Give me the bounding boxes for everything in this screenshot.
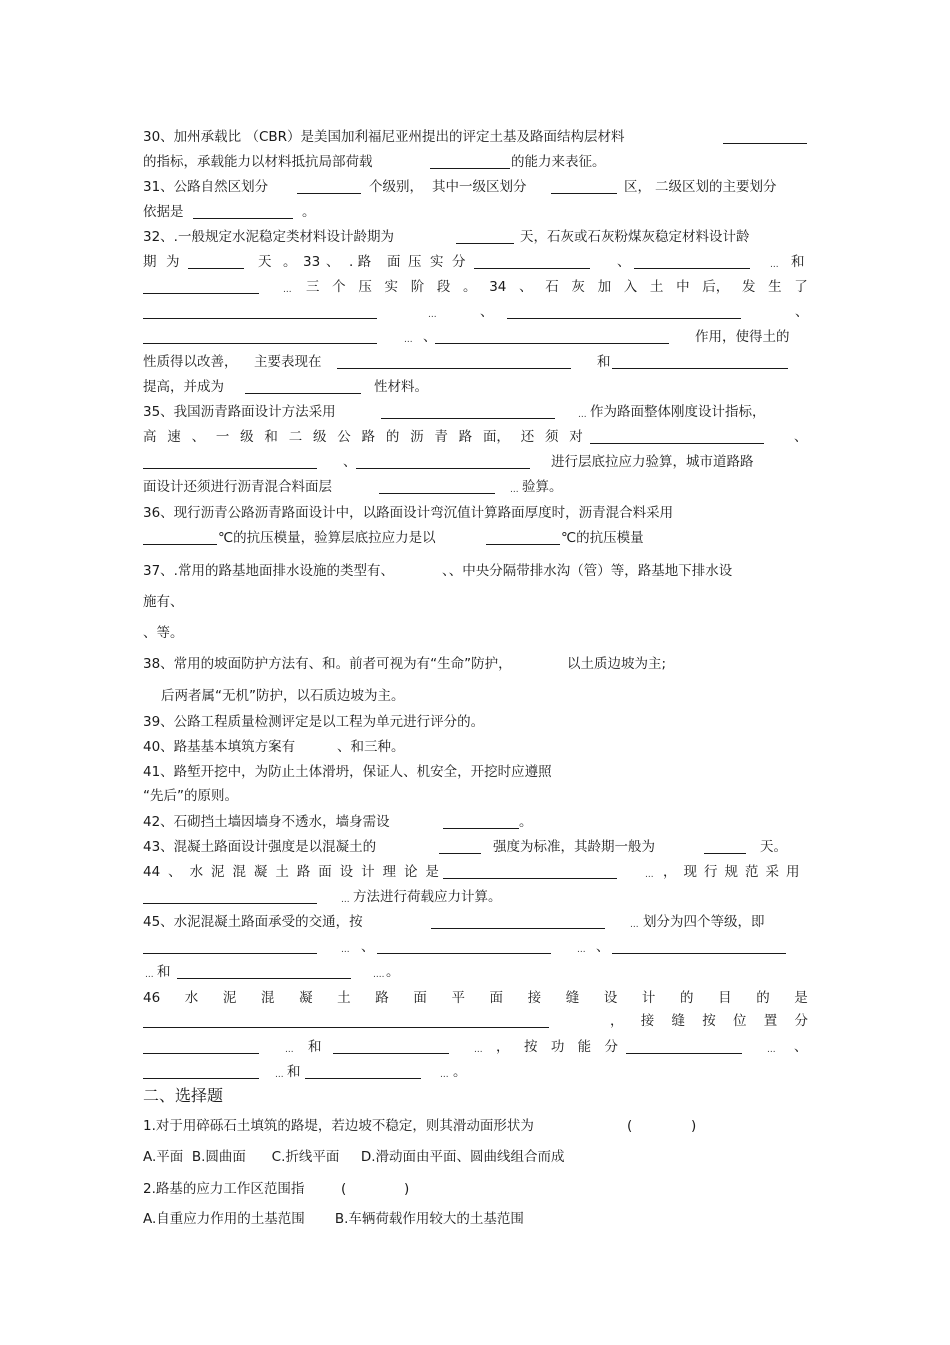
q35-w1: 高 bbox=[143, 429, 157, 445]
q46-w10: 面 bbox=[489, 990, 504, 1006]
q42-blank[interactable] bbox=[443, 828, 519, 829]
q46-dots-5: ... bbox=[440, 1070, 449, 1080]
q46-l2-w1: ， bbox=[610, 1013, 624, 1029]
q35-w17: 须 bbox=[545, 429, 559, 445]
q32-line2-w6: 33 bbox=[303, 254, 321, 270]
q40-a: 40、路基基本填筑方案有 bbox=[143, 739, 296, 755]
q35-w2: 速 bbox=[167, 429, 181, 445]
q44-blank-2[interactable] bbox=[143, 903, 317, 904]
q34-w4: 实 bbox=[384, 279, 399, 295]
q32-line2-w11: 实 bbox=[430, 254, 444, 270]
q32-line2-w9: 面 bbox=[387, 254, 401, 270]
q34-w18: 生 bbox=[768, 279, 782, 295]
q43-blank-1[interactable] bbox=[439, 853, 481, 854]
q34-w2: 个 bbox=[332, 279, 346, 295]
q34-and: 和 bbox=[597, 354, 611, 370]
q37-line3: 、等。 bbox=[143, 625, 184, 641]
q44-w10: 设 bbox=[339, 864, 354, 880]
q34-w9: 、 bbox=[519, 279, 533, 295]
q33-and: 和 bbox=[791, 254, 805, 270]
q30-blank-1[interactable] bbox=[723, 143, 807, 144]
q46-blank-4[interactable] bbox=[626, 1053, 742, 1054]
q32-blank-2[interactable] bbox=[188, 268, 244, 269]
q34-blank-5[interactable] bbox=[337, 368, 571, 369]
q36-blank-2[interactable] bbox=[486, 544, 560, 545]
mc-q2-stem: 2.路基的应力工作区范围指 bbox=[143, 1181, 305, 1197]
q41-a: 41、路堑开挖中，为防止土体滑坍，保证人、机安全，开挖时应遵照 bbox=[143, 764, 552, 780]
q34-w17: 发 bbox=[741, 279, 756, 295]
q30-line2-a: 的指标，承载能力以材料抵抗局部荷载 bbox=[143, 154, 373, 170]
q44-w2: 、 bbox=[168, 864, 182, 880]
q46-blank-6[interactable] bbox=[305, 1078, 421, 1079]
q44-dots-2: ... bbox=[341, 895, 350, 905]
q36-a: 36、现行沥青公路沥青路面设计中，以路面设计弯沉值计算路面厚度时，沥青混合料采用 bbox=[143, 505, 674, 521]
q35-w4: 一 bbox=[215, 429, 230, 445]
section-2-title: 二、选择题 bbox=[143, 1086, 224, 1105]
q44-w9: 面 bbox=[318, 864, 332, 880]
q46-blank-5[interactable] bbox=[143, 1078, 259, 1079]
q46-w5: 凝 bbox=[299, 990, 313, 1006]
q32-line2-w1: 期 bbox=[143, 254, 157, 270]
q36-blank-1[interactable] bbox=[143, 544, 217, 545]
q46-l2-w4: 按 bbox=[702, 1013, 716, 1029]
q46-and-2: 和 bbox=[287, 1064, 301, 1080]
q32-line2-w7: 、 bbox=[326, 254, 340, 270]
q31-line2-b: 。 bbox=[302, 204, 316, 220]
q35-w11: 的 bbox=[385, 429, 400, 445]
q30-line1: 30、加州承载比 （CBR）是美国加利福尼亚州提出的评定土基及路面结构层材料 bbox=[143, 129, 625, 145]
q44-line1 bbox=[143, 863, 439, 881]
q46-l3-w4: 分 bbox=[604, 1039, 618, 1055]
mc-q1-options: A.平面 B.圆曲面 C.折线平面 D.滑动面由平面、圆曲线组合而成 bbox=[143, 1149, 565, 1165]
q46-w8: 面 bbox=[413, 990, 427, 1006]
q44-dots-1: ... bbox=[645, 870, 654, 880]
q34-w1: 三 bbox=[306, 279, 320, 295]
mc-q2-options: A.自重应力作用的土基范围 B.车辆荷载作用较大的土基范围 bbox=[143, 1211, 524, 1227]
q46-and-1: 和 bbox=[308, 1039, 322, 1055]
q35-sep-1: 、 bbox=[794, 429, 808, 445]
q43-a: 43、混凝土路面设计强度是以混凝土的 bbox=[143, 839, 377, 855]
q32-a: 32、.一般规定水泥稳定类材料设计龄期为 bbox=[143, 229, 394, 245]
q35-w18: 对 bbox=[569, 429, 583, 445]
q34-w19: 了 bbox=[794, 279, 808, 295]
q35-blank-2[interactable] bbox=[590, 443, 764, 444]
q45-blank-3[interactable] bbox=[377, 953, 551, 954]
q35-line3-end: 进行层底拉应力验算，城市道路路 bbox=[551, 454, 754, 470]
q35-blank-1[interactable] bbox=[381, 418, 555, 419]
q35-line4-a: 面设计还须进行沥青混合料面层 bbox=[143, 479, 332, 495]
q46-w7: 路 bbox=[375, 990, 389, 1006]
q30-blank-2[interactable] bbox=[430, 168, 510, 169]
q44-w14: 是 bbox=[425, 864, 439, 880]
q46-blank-1[interactable] bbox=[143, 1027, 549, 1028]
q31-blank-2[interactable] bbox=[551, 193, 617, 194]
q46-w15: 的 bbox=[680, 990, 694, 1006]
q34-w8: 34 bbox=[489, 279, 507, 295]
q45-blank-4[interactable] bbox=[612, 953, 786, 954]
q46-w18: 是 bbox=[794, 990, 808, 1006]
q35-w5: 级 bbox=[240, 429, 254, 445]
q33-dots-2: ... bbox=[283, 285, 292, 295]
q46-sep: 、 bbox=[794, 1039, 808, 1055]
q44-w12: 理 bbox=[382, 864, 396, 880]
q34-w6: 段 bbox=[436, 279, 451, 295]
q35-line4-b: 验算。 bbox=[522, 479, 563, 495]
q46-dots-3: ... bbox=[767, 1045, 776, 1055]
q36-line2-b: ℃的抗压模量 bbox=[561, 530, 644, 546]
q33-blank-3[interactable] bbox=[143, 293, 259, 294]
q34-w12: 加 bbox=[597, 279, 612, 295]
mc-q1-answer-box[interactable] bbox=[640, 1113, 688, 1135]
q41-line2: “先后”的原则。 bbox=[143, 788, 238, 804]
q46-dots-1: ... bbox=[285, 1045, 294, 1055]
q34-line5-end: 作用，使得土的 bbox=[695, 329, 790, 345]
q46-w3: 泥 bbox=[222, 990, 237, 1006]
q46-w16: 目 bbox=[718, 990, 732, 1006]
q31-blank-1[interactable] bbox=[297, 193, 361, 194]
q37-b: 、、中央分隔带排水沟（管）等，路基地下排水设 bbox=[442, 563, 733, 579]
q34-blank-6[interactable] bbox=[612, 368, 788, 369]
q37-a: 37、.常用的路基地面排水设施的类型有、 bbox=[143, 563, 394, 579]
q35-w13: 青 bbox=[434, 429, 448, 445]
q35-blank-4[interactable] bbox=[356, 468, 530, 469]
q45-dots-2: ... bbox=[341, 945, 350, 955]
q42-b: 。 bbox=[519, 814, 533, 830]
q38-line2: 后两者属“无机”防护，以石质边坡为主。 bbox=[161, 688, 405, 704]
q43-b: 强度为标准，其龄期一般为 bbox=[493, 839, 655, 855]
q44-line1-end: ，现行规范采用 bbox=[663, 864, 807, 880]
q46-w11: 接 bbox=[527, 990, 542, 1006]
q46-end: 。 bbox=[453, 1064, 467, 1080]
q46-w14: 计 bbox=[641, 990, 656, 1006]
q32-line2-w2: 为 bbox=[166, 254, 180, 270]
q44-w5: 混 bbox=[232, 864, 246, 880]
q35-blank-5[interactable] bbox=[379, 493, 495, 494]
q35-w14: 路 bbox=[458, 429, 473, 445]
q31-blank-3[interactable] bbox=[193, 218, 293, 219]
q35-w9: 公 bbox=[337, 429, 351, 445]
q45-blank-1[interactable] bbox=[431, 928, 605, 929]
mc-q1-paren-open: ( bbox=[627, 1118, 633, 1134]
q35-b: 作为路面整体刚度设计指标， bbox=[590, 404, 766, 420]
q31-e: 二级区划的主要划分 bbox=[655, 179, 777, 195]
q46-l2-w7: 分 bbox=[794, 1013, 808, 1029]
q34-line6-a: 性质得以改善， bbox=[143, 354, 238, 370]
q32-line2-w12: 分 bbox=[452, 254, 466, 270]
q34-w10: 石 bbox=[545, 279, 559, 295]
q34-sep-2: 、 bbox=[795, 304, 809, 320]
q34-w14: 土 bbox=[649, 279, 664, 295]
q45-b: 划分为四个等级，即 bbox=[643, 914, 765, 930]
q43-c: 天。 bbox=[760, 839, 787, 855]
q45-dots-4: ... bbox=[145, 970, 154, 980]
q46-line2 bbox=[610, 1012, 808, 1030]
q31-a: 31、公路自然区划分 bbox=[143, 179, 269, 195]
q46-dots-4: ... bbox=[275, 1070, 284, 1080]
q37-line2: 施有、 bbox=[143, 594, 184, 610]
q46-w1: 46 bbox=[143, 990, 161, 1006]
q34-blank-2[interactable] bbox=[507, 318, 741, 319]
q44-blank-1[interactable] bbox=[443, 878, 617, 879]
q40-b: 、和三种。 bbox=[337, 739, 405, 755]
q46-w9: 平 bbox=[451, 990, 465, 1006]
q33-blank-1[interactable] bbox=[474, 268, 590, 269]
q45-a: 45、水泥混凝土路面承受的交通，按 bbox=[143, 914, 363, 930]
q39: 39、公路工程质量检测评定是以工程为单元进行评分的。 bbox=[143, 714, 485, 730]
q35-line2 bbox=[143, 428, 583, 446]
q46-l3-w1: 按 bbox=[524, 1039, 538, 1055]
q35-w15: 面， bbox=[482, 429, 510, 445]
q32-blank-1[interactable] bbox=[456, 243, 514, 244]
q34-dots-2: ... bbox=[404, 335, 413, 345]
q42-a: 42、石砌挡土墙因墙身不透水，墙身需设 bbox=[143, 814, 390, 830]
q46-w6: 土 bbox=[337, 990, 351, 1006]
q31-line2-a: 依据是 bbox=[143, 204, 184, 220]
q46-l2-w6: 置 bbox=[763, 1013, 778, 1029]
q44-w4: 泥 bbox=[211, 864, 225, 880]
q46-w17: 的 bbox=[756, 990, 770, 1006]
q35-w6: 和 bbox=[264, 429, 278, 445]
q31-c: 其中一级区划分 bbox=[432, 179, 527, 195]
q32-line2-w10: 压 bbox=[408, 254, 422, 270]
q34-w13: 入 bbox=[623, 279, 638, 295]
q44-w6: 凝 bbox=[253, 864, 268, 880]
q44-w3: 水 bbox=[189, 864, 204, 880]
q45-blank-2[interactable] bbox=[143, 953, 317, 954]
q35-w16: 还 bbox=[520, 429, 535, 445]
q46-dots-2: ... bbox=[474, 1045, 483, 1055]
mc-q2-paren-close: ) bbox=[404, 1181, 410, 1197]
mc-q1-stem: 1.对于用碎砾石土填筑的路堤，若边坡不稳定，则其滑动面形状为 bbox=[143, 1118, 534, 1134]
q35-dots-2: ... bbox=[510, 485, 519, 495]
q35-w10: 路 bbox=[361, 429, 376, 445]
q35-w8: 级 bbox=[312, 429, 327, 445]
mc-q1-paren-close: ) bbox=[691, 1118, 697, 1134]
q46-w4: 混 bbox=[260, 990, 275, 1006]
mc-q2-answer-box[interactable] bbox=[354, 1176, 402, 1198]
q46-line1 bbox=[143, 989, 808, 1007]
q46-blank-3[interactable] bbox=[333, 1053, 449, 1054]
q44-w7: 土 bbox=[275, 864, 289, 880]
q46-blank-2[interactable] bbox=[143, 1053, 259, 1054]
q38-b: 以土质边坡为主; bbox=[567, 656, 667, 672]
q33-dots-1: ... bbox=[770, 260, 779, 270]
q46-l3-w3: 能 bbox=[577, 1039, 592, 1055]
q34-blank-4[interactable] bbox=[435, 343, 669, 344]
q35-w12: 沥 bbox=[410, 429, 424, 445]
q33-blank-2[interactable] bbox=[634, 268, 750, 269]
q44-w8: 路 bbox=[296, 864, 311, 880]
q46-l3-w2: 功 bbox=[550, 1039, 565, 1055]
q36-line2-a: ℃的抗压模量，验算层底拉应力是以 bbox=[218, 530, 436, 546]
q33-34-line3 bbox=[306, 278, 808, 296]
q38-a: 38、常用的坡面防护方法有、和。前者可视为有“生命”防护， bbox=[143, 656, 512, 672]
q44-w11: 计 bbox=[361, 864, 375, 880]
q45-and: 和 bbox=[157, 964, 171, 980]
q35-a: 35、我国沥青路面设计方法采用 bbox=[143, 404, 336, 420]
q34-w3: 压 bbox=[358, 279, 372, 295]
q46-line3 bbox=[524, 1038, 618, 1056]
q34-w7: 。 bbox=[463, 279, 477, 295]
q46-l2-w3: 缝 bbox=[671, 1013, 685, 1029]
q46-w12: 缝 bbox=[565, 990, 580, 1006]
q46-l2-w2: 接 bbox=[640, 1013, 655, 1029]
q35-sep-2: 、 bbox=[343, 454, 357, 470]
q45-dots-1: ... bbox=[630, 920, 639, 930]
q45-blank-5[interactable] bbox=[177, 978, 351, 979]
q32-line2-w5: 。 bbox=[283, 254, 297, 270]
q35-w3: 、 bbox=[191, 429, 206, 445]
q32-line2-w8: . 路 bbox=[349, 254, 372, 270]
q46-w13: 设 bbox=[603, 990, 618, 1006]
q34-w15: 中 bbox=[676, 279, 690, 295]
q34-line6-b: 主要表现在 bbox=[254, 354, 322, 370]
q46-l2-w5: 位 bbox=[733, 1013, 747, 1029]
mc-q2-paren-open: ( bbox=[341, 1181, 347, 1197]
q45-dots-3: ... bbox=[577, 945, 586, 955]
q34-w16: 后， bbox=[702, 279, 730, 295]
q32-b: 天，石灰或石灰粉煤灰稳定材料设计龄 bbox=[520, 229, 750, 245]
q34-w11: 灰 bbox=[571, 279, 585, 295]
q44-line2-b: 方法进行荷载应力计算。 bbox=[353, 889, 502, 905]
q34-dots-1: ... bbox=[428, 310, 437, 320]
q30-line2-b: 的能力来表征。 bbox=[511, 154, 606, 170]
q34-blank-7[interactable] bbox=[245, 393, 361, 394]
q45-dots-5: .... bbox=[373, 970, 385, 980]
q45-sep-1: 、 bbox=[361, 939, 375, 955]
q43-blank-2[interactable] bbox=[704, 853, 746, 854]
q33-sep-1: 、 bbox=[617, 254, 631, 270]
q35-blank-3[interactable] bbox=[143, 468, 317, 469]
q44-w1: 44 bbox=[143, 864, 161, 880]
q31-d: 区， bbox=[624, 179, 651, 195]
q34-sep-1: 、 bbox=[480, 304, 494, 320]
q35-dots-1: ... bbox=[578, 410, 587, 420]
q34-blank-1[interactable] bbox=[143, 318, 377, 319]
q46-w2: 水 bbox=[184, 990, 199, 1006]
q34-line7-b: 性材料。 bbox=[374, 379, 428, 395]
q34-line7-a: 提高，并成为 bbox=[143, 379, 224, 395]
q45-sep-2: 、 bbox=[596, 939, 610, 955]
q34-w5: 阶 bbox=[410, 279, 425, 295]
q35-w7: 二 bbox=[288, 429, 303, 445]
q45-end: 。 bbox=[386, 964, 400, 980]
q44-w13: 论 bbox=[403, 864, 418, 880]
q31-b: 个级别， bbox=[369, 179, 423, 195]
q34-sep-3: 、 bbox=[423, 329, 437, 345]
q46-comma: ， bbox=[496, 1039, 510, 1055]
q34-blank-3[interactable] bbox=[143, 343, 377, 344]
q32-line2-w4: 天 bbox=[258, 254, 272, 270]
